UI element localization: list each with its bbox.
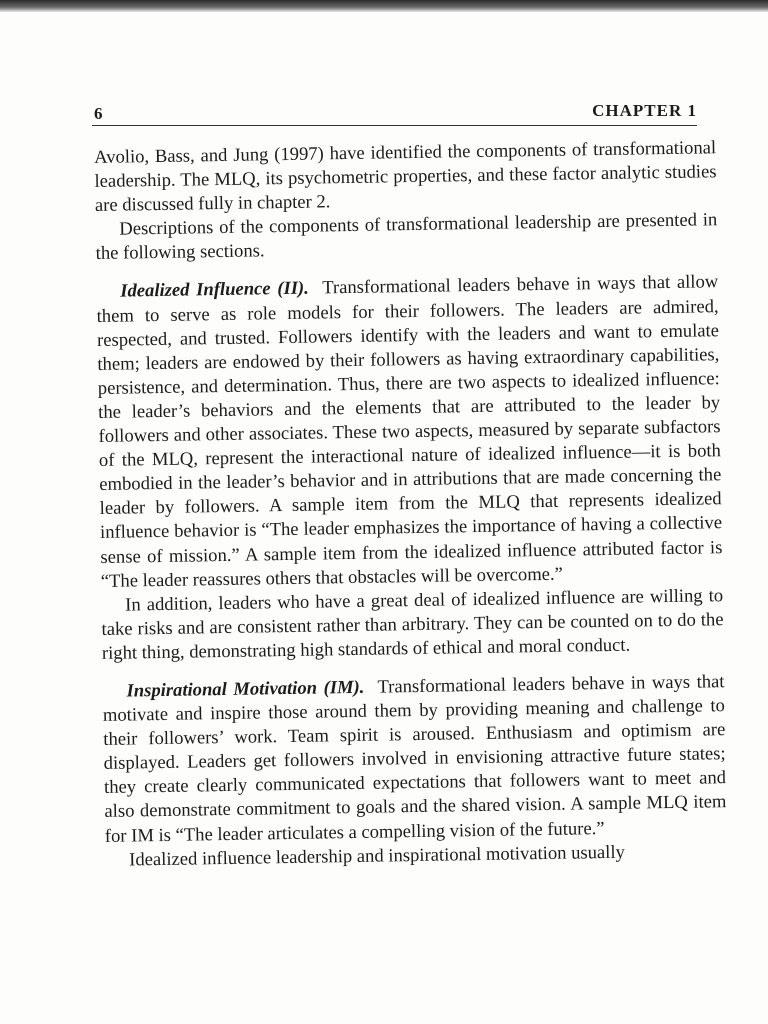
idealized-influence-text: Transformational leaders behave in ways that allow them to serve as role models for their followers. The leaders are admired, respected, and trusted. Followers identify with the leaders and want to emulate them; leaders are endowed by their followers as having extraordinary capabilities, persistence, and determination. Thus, there are two aspects to idealized influence: the leader’s behaviors and the elements that are attributed to the leader by followers and other associates. These two aspects, measured by separate subfactors of the MLQ, represent the interactional nature of idealized influence—it is both embodied in the leader’s behavior and in attributions that are made concerning the leader by followers. A sample item from the MLQ that represents idealized influence behavior is “The leader emphasizes the importance of having a collective sense of mission.” A sample item from the idealized influence attributed factor is “The leader reassures others that obstacles will be overcome.” (96, 271, 723, 592)
sections-intro-paragraph: Descriptions of the components of transformational leadership are presented in the following sections. (95, 209, 718, 265)
page-number: 6 (94, 104, 103, 123)
body-text (94, 136, 727, 872)
intro-paragraph: Avolio, Bass, and Jung (1997) have identified the components of transformational leadership. The MLQ, its psychometric properties, and these factor analytic studies are discussed fully in chapter 2. (94, 137, 717, 217)
page-edge-shadow (0, 0, 768, 12)
idealized-influence-addition-paragraph: In addition, leaders who have a great deal of idealized influence are willing to take risks and are consistent rather than arbitrary. They can be counted on to do the right thing, demonstrating high standards of ethical and moral conduct. (101, 584, 724, 664)
closing-paragraph: Idealized influence leadership and inspirational motivation usually (129, 841, 626, 871)
chapter-label: CHAPTER 1 (592, 101, 697, 120)
idealized-influence-heading: Idealized Influence (II). (120, 278, 309, 303)
idealized-influence-section (96, 271, 723, 594)
inspirational-motivation-text: Transformational leaders behave in ways that motivate and inspire those around them by providing meaning and challenge to their followers’ work. Team spirit is aroused. Enthusiasm and optimism are displayed. Leaders get followers involved in envisioning attractive future states; they create clearly communicated expectations that followers want to meet and also demonstrate commitment to goals and the shared vision. A sample MLQ item for IM is “The leader articulates a compelling vision of the future.” (102, 671, 727, 847)
inspirational-motivation-section (102, 670, 727, 848)
running-head (92, 95, 697, 126)
inspirational-motivation-heading: Inspirational Motivation (IM). (126, 676, 365, 702)
